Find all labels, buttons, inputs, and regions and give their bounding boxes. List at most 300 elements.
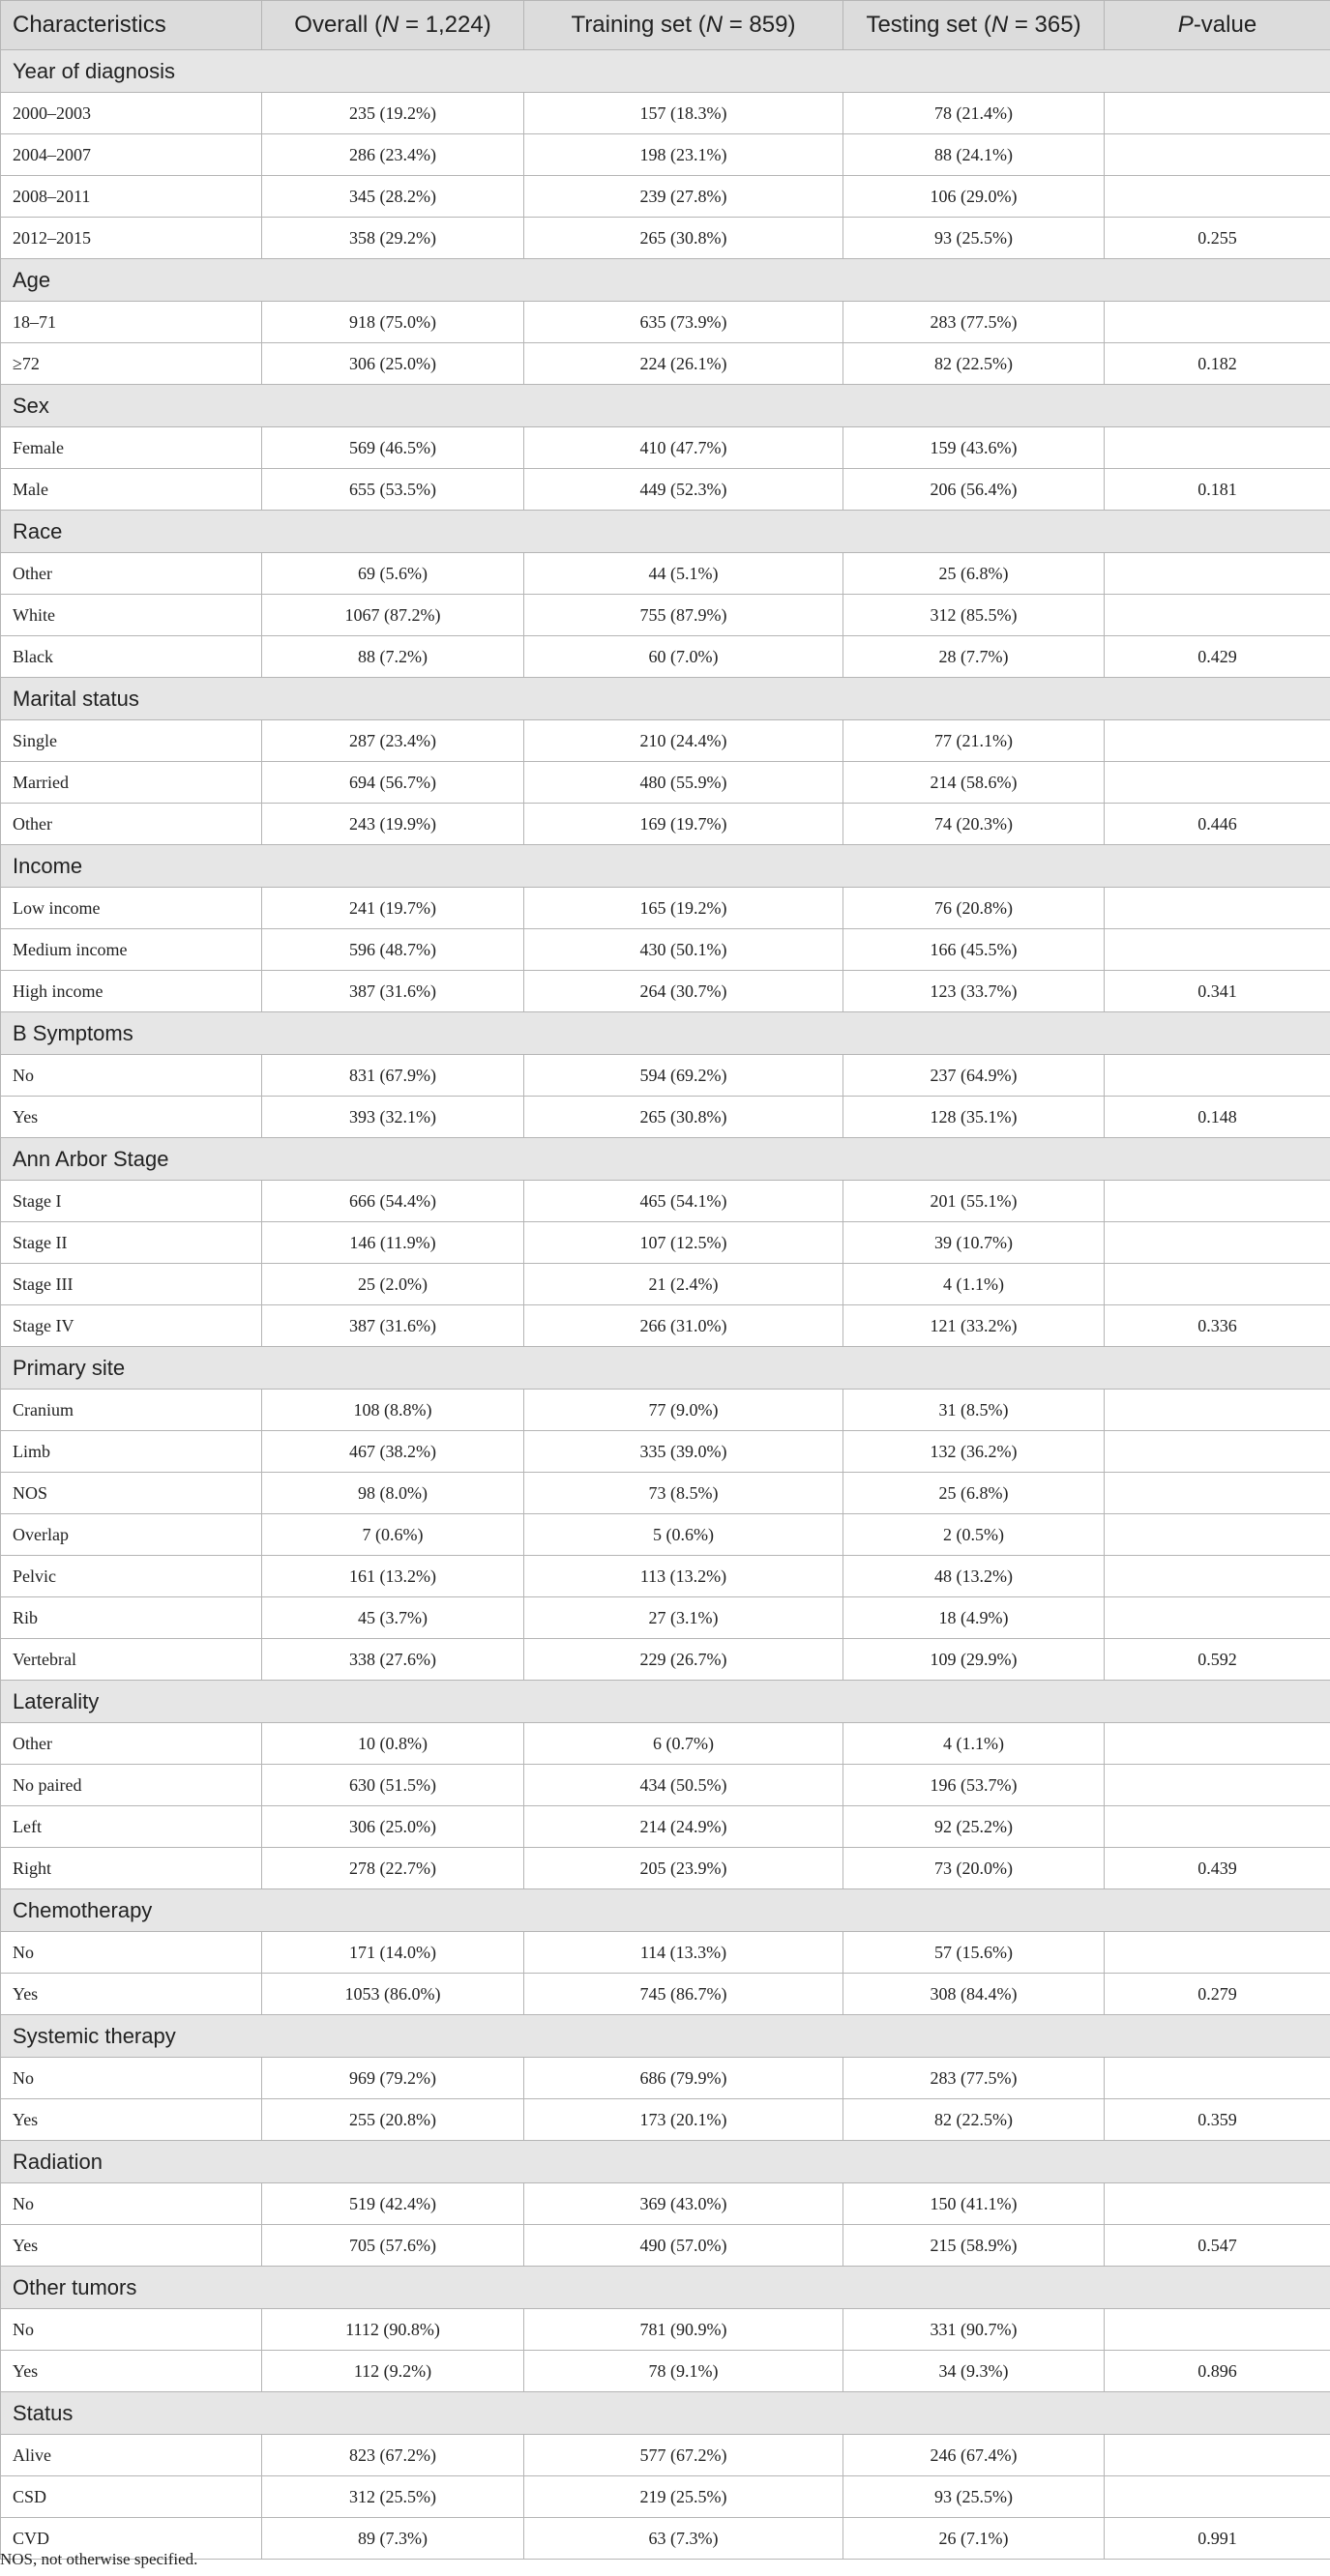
overall-cell: 823 (67.2%) (262, 2435, 524, 2476)
testing-cell: 76 (20.8%) (843, 888, 1105, 929)
training-cell: 369 (43.0%) (524, 2183, 843, 2225)
table-row (1, 427, 1330, 469)
p-value-cell (1105, 1597, 1330, 1639)
row-label: Other (1, 1723, 262, 1765)
overall-cell: 338 (27.6%) (262, 1639, 524, 1681)
row-label: Medium income (1, 929, 262, 971)
table-row (1, 1514, 1330, 1556)
training-cell: 265 (30.8%) (524, 1097, 843, 1138)
overall-cell: 666 (54.4%) (262, 1181, 524, 1222)
table-row (1, 553, 1330, 595)
testing-cell: 39 (10.7%) (843, 1222, 1105, 1264)
testing-cell: 82 (22.5%) (843, 343, 1105, 385)
overall-cell: 345 (28.2%) (262, 176, 524, 218)
p-value-cell: 0.896 (1105, 2351, 1330, 2392)
testing-cell: 246 (67.4%) (843, 2435, 1105, 2476)
header-p-value: P-value (1105, 1, 1330, 50)
testing-cell: 283 (77.5%) (843, 2058, 1105, 2099)
testing-cell: 92 (25.2%) (843, 1806, 1105, 1848)
training-cell: 430 (50.1%) (524, 929, 843, 971)
header-training-set: Training set (N = 859) (524, 1, 843, 50)
table-row (1, 1305, 1330, 1347)
training-cell: 745 (86.7%) (524, 1974, 843, 2015)
table-row (1, 2058, 1330, 2099)
row-label: No (1, 1932, 262, 1974)
testing-cell: 88 (24.1%) (843, 134, 1105, 176)
training-cell: 335 (39.0%) (524, 1431, 843, 1473)
training-cell: 224 (26.1%) (524, 343, 843, 385)
table-footnote: NOS, not otherwise specified. (0, 2550, 198, 2568)
section-title: Race (1, 511, 1330, 553)
overall-cell: 98 (8.0%) (262, 1473, 524, 1514)
p-value-cell: 0.255 (1105, 218, 1330, 259)
overall-cell: 358 (29.2%) (262, 218, 524, 259)
p-value-cell (1105, 553, 1330, 595)
testing-cell: 31 (8.5%) (843, 1390, 1105, 1431)
overall-cell: 112 (9.2%) (262, 2351, 524, 2392)
testing-cell: 331 (90.7%) (843, 2309, 1105, 2351)
table-row (1, 2099, 1330, 2141)
testing-cell: 25 (6.8%) (843, 553, 1105, 595)
table-row (1, 1723, 1330, 1765)
overall-cell: 7 (0.6%) (262, 1514, 524, 1556)
testing-cell: 73 (20.0%) (843, 1848, 1105, 1889)
training-cell: 686 (79.9%) (524, 2058, 843, 2099)
overall-cell: 831 (67.9%) (262, 1055, 524, 1097)
p-value-cell: 0.148 (1105, 1097, 1330, 1138)
table-row (1, 1556, 1330, 1597)
overall-cell: 255 (20.8%) (262, 2099, 524, 2141)
section-title: Status (1, 2392, 1330, 2435)
section-header-row (1, 1681, 1330, 1723)
row-label: Left (1, 1806, 262, 1848)
row-label: 2012–2015 (1, 218, 262, 259)
overall-cell: 161 (13.2%) (262, 1556, 524, 1597)
row-label: Other (1, 553, 262, 595)
p-value-cell (1105, 888, 1330, 929)
header-overall: Overall (N = 1,224) (262, 1, 524, 50)
testing-cell: 214 (58.6%) (843, 762, 1105, 804)
p-value-cell (1105, 1765, 1330, 1806)
testing-cell: 312 (85.5%) (843, 595, 1105, 636)
section-title: Year of diagnosis (1, 50, 1330, 93)
p-value-cell (1105, 929, 1330, 971)
overall-cell: 88 (7.2%) (262, 636, 524, 678)
header-testing-set: Testing set (N = 365) (843, 1, 1105, 50)
section-header-row (1, 2267, 1330, 2309)
table-row (1, 93, 1330, 134)
section-title: Age (1, 259, 1330, 302)
p-value-cell (1105, 134, 1330, 176)
overall-cell: 25 (2.0%) (262, 1264, 524, 1305)
p-value-cell: 0.439 (1105, 1848, 1330, 1889)
table-row (1, 2435, 1330, 2476)
overall-cell: 918 (75.0%) (262, 302, 524, 343)
testing-cell: 74 (20.3%) (843, 804, 1105, 845)
overall-cell: 387 (31.6%) (262, 1305, 524, 1347)
table-row (1, 1639, 1330, 1681)
training-cell: 21 (2.4%) (524, 1264, 843, 1305)
row-label: Rib (1, 1597, 262, 1639)
p-value-cell (1105, 1181, 1330, 1222)
section-title: Primary site (1, 1347, 1330, 1390)
section-title: Other tumors (1, 2267, 1330, 2309)
table-row (1, 636, 1330, 678)
training-cell: 210 (24.4%) (524, 720, 843, 762)
overall-cell: 393 (32.1%) (262, 1097, 524, 1138)
table-row (1, 176, 1330, 218)
table-row (1, 1390, 1330, 1431)
row-label: 18–71 (1, 302, 262, 343)
testing-cell: 82 (22.5%) (843, 2099, 1105, 2141)
overall-cell: 705 (57.6%) (262, 2225, 524, 2267)
testing-cell: 121 (33.2%) (843, 1305, 1105, 1347)
row-label: Alive (1, 2435, 262, 2476)
p-value-cell (1105, 427, 1330, 469)
p-value-cell: 0.446 (1105, 804, 1330, 845)
overall-cell: 286 (23.4%) (262, 134, 524, 176)
testing-cell: 206 (56.4%) (843, 469, 1105, 511)
overall-cell: 596 (48.7%) (262, 929, 524, 971)
testing-cell: 283 (77.5%) (843, 302, 1105, 343)
overall-cell: 171 (14.0%) (262, 1932, 524, 1974)
table-row (1, 595, 1330, 636)
section-title: Systemic therapy (1, 2015, 1330, 2058)
overall-cell: 69 (5.6%) (262, 553, 524, 595)
section-title: Chemotherapy (1, 1889, 1330, 1932)
overall-cell: 45 (3.7%) (262, 1597, 524, 1639)
overall-cell: 1112 (90.8%) (262, 2309, 524, 2351)
training-cell: 594 (69.2%) (524, 1055, 843, 1097)
p-value-cell: 0.182 (1105, 343, 1330, 385)
p-value-cell (1105, 1723, 1330, 1765)
row-label: Limb (1, 1431, 262, 1473)
section-header-row (1, 678, 1330, 720)
training-cell: 266 (31.0%) (524, 1305, 843, 1347)
section-title: Marital status (1, 678, 1330, 720)
overall-cell: 10 (0.8%) (262, 1723, 524, 1765)
training-cell: 5 (0.6%) (524, 1514, 843, 1556)
p-value-cell (1105, 2476, 1330, 2518)
p-value-cell: 0.592 (1105, 1639, 1330, 1681)
training-cell: 114 (13.3%) (524, 1932, 843, 1974)
p-value-cell (1105, 302, 1330, 343)
p-value-cell (1105, 595, 1330, 636)
row-label: Yes (1, 1974, 262, 2015)
p-value-cell: 0.359 (1105, 2099, 1330, 2141)
overall-cell: 1053 (86.0%) (262, 1974, 524, 2015)
testing-cell: 2 (0.5%) (843, 1514, 1105, 1556)
row-label: ≥72 (1, 343, 262, 385)
testing-cell: 237 (64.9%) (843, 1055, 1105, 1097)
training-cell: 465 (54.1%) (524, 1181, 843, 1222)
table-row (1, 2518, 1330, 2560)
p-value-cell (1105, 1222, 1330, 1264)
row-label: Pelvic (1, 1556, 262, 1597)
row-label: Male (1, 469, 262, 511)
row-label: Stage II (1, 1222, 262, 1264)
training-cell: 229 (26.7%) (524, 1639, 843, 1681)
section-header-row (1, 2015, 1330, 2058)
training-cell: 781 (90.9%) (524, 2309, 843, 2351)
row-label: No (1, 2058, 262, 2099)
training-cell: 264 (30.7%) (524, 971, 843, 1012)
row-label: Stage I (1, 1181, 262, 1222)
training-cell: 107 (12.5%) (524, 1222, 843, 1264)
table-row (1, 302, 1330, 343)
row-label: Cranium (1, 1390, 262, 1431)
overall-cell: 146 (11.9%) (262, 1222, 524, 1264)
testing-cell: 28 (7.7%) (843, 636, 1105, 678)
table-row (1, 2351, 1330, 2392)
table-row (1, 1473, 1330, 1514)
table-row (1, 1431, 1330, 1473)
p-value-cell (1105, 1932, 1330, 1974)
section-header-row (1, 1889, 1330, 1932)
table-row (1, 971, 1330, 1012)
section-header-row (1, 845, 1330, 888)
testing-cell: 4 (1.1%) (843, 1723, 1105, 1765)
training-cell: 157 (18.3%) (524, 93, 843, 134)
section-header-row (1, 1012, 1330, 1055)
training-cell: 219 (25.5%) (524, 2476, 843, 2518)
table-row (1, 1974, 1330, 2015)
training-cell: 410 (47.7%) (524, 427, 843, 469)
testing-cell: 308 (84.4%) (843, 1974, 1105, 2015)
table-row (1, 888, 1330, 929)
training-cell: 27 (3.1%) (524, 1597, 843, 1639)
p-value-cell (1105, 762, 1330, 804)
section-header-row (1, 1138, 1330, 1181)
row-label: No (1, 2309, 262, 2351)
testing-cell: 196 (53.7%) (843, 1765, 1105, 1806)
training-cell: 77 (9.0%) (524, 1390, 843, 1431)
training-cell: 198 (23.1%) (524, 134, 843, 176)
table-row (1, 1222, 1330, 1264)
overall-cell: 1067 (87.2%) (262, 595, 524, 636)
p-value-cell (1105, 176, 1330, 218)
p-value-cell (1105, 720, 1330, 762)
training-cell: 173 (20.1%) (524, 2099, 843, 2141)
p-value-cell (1105, 93, 1330, 134)
training-cell: 169 (19.7%) (524, 804, 843, 845)
row-label: Single (1, 720, 262, 762)
row-label: Vertebral (1, 1639, 262, 1681)
training-cell: 63 (7.3%) (524, 2518, 843, 2560)
row-label: Female (1, 427, 262, 469)
overall-cell: 243 (19.9%) (262, 804, 524, 845)
overall-cell: 312 (25.5%) (262, 2476, 524, 2518)
testing-cell: 132 (36.2%) (843, 1431, 1105, 1473)
table-row (1, 1765, 1330, 1806)
table-row (1, 134, 1330, 176)
training-cell: 239 (27.8%) (524, 176, 843, 218)
testing-cell: 26 (7.1%) (843, 2518, 1105, 2560)
table-row (1, 2225, 1330, 2267)
p-value-cell: 0.429 (1105, 636, 1330, 678)
row-label: Yes (1, 2099, 262, 2141)
overall-cell: 235 (19.2%) (262, 93, 524, 134)
training-cell: 577 (67.2%) (524, 2435, 843, 2476)
row-label: CSD (1, 2476, 262, 2518)
table-row (1, 1181, 1330, 1222)
p-value-cell (1105, 1055, 1330, 1097)
row-label: Low income (1, 888, 262, 929)
training-cell: 434 (50.5%) (524, 1765, 843, 1806)
training-cell: 78 (9.1%) (524, 2351, 843, 2392)
training-cell: 6 (0.7%) (524, 1723, 843, 1765)
p-value-cell (1105, 1390, 1330, 1431)
p-value-cell (1105, 1806, 1330, 1848)
overall-cell: 278 (22.7%) (262, 1848, 524, 1889)
section-header-row (1, 2392, 1330, 2435)
row-label: No paired (1, 1765, 262, 1806)
section-title: Radiation (1, 2141, 1330, 2183)
table-row (1, 720, 1330, 762)
p-value-cell (1105, 1556, 1330, 1597)
p-value-cell (1105, 1473, 1330, 1514)
p-value-cell (1105, 1264, 1330, 1305)
table-row (1, 1806, 1330, 1848)
overall-cell: 694 (56.7%) (262, 762, 524, 804)
table-row (1, 929, 1330, 971)
overall-cell: 108 (8.8%) (262, 1390, 524, 1431)
testing-cell: 93 (25.5%) (843, 2476, 1105, 2518)
p-value-cell: 0.279 (1105, 1974, 1330, 2015)
training-cell: 60 (7.0%) (524, 636, 843, 678)
testing-cell: 77 (21.1%) (843, 720, 1105, 762)
testing-cell: 4 (1.1%) (843, 1264, 1105, 1305)
row-label: Other (1, 804, 262, 845)
p-value-cell: 0.336 (1105, 1305, 1330, 1347)
testing-cell: 201 (55.1%) (843, 1181, 1105, 1222)
testing-cell: 123 (33.7%) (843, 971, 1105, 1012)
row-label: High income (1, 971, 262, 1012)
table-row (1, 2476, 1330, 2518)
training-cell: 205 (23.9%) (524, 1848, 843, 1889)
p-value-cell (1105, 2309, 1330, 2351)
table-row (1, 804, 1330, 845)
training-cell: 165 (19.2%) (524, 888, 843, 929)
row-label: Yes (1, 2225, 262, 2267)
overall-cell: 630 (51.5%) (262, 1765, 524, 1806)
testing-cell: 78 (21.4%) (843, 93, 1105, 134)
training-cell: 449 (52.3%) (524, 469, 843, 511)
section-title: Sex (1, 385, 1330, 427)
training-cell: 265 (30.8%) (524, 218, 843, 259)
section-header-row (1, 385, 1330, 427)
training-cell: 635 (73.9%) (524, 302, 843, 343)
row-label: White (1, 595, 262, 636)
training-cell: 113 (13.2%) (524, 1556, 843, 1597)
training-cell: 214 (24.9%) (524, 1806, 843, 1848)
table-body (1, 50, 1330, 2560)
overall-cell: 569 (46.5%) (262, 427, 524, 469)
training-cell: 480 (55.9%) (524, 762, 843, 804)
testing-cell: 159 (43.6%) (843, 427, 1105, 469)
p-value-cell (1105, 2058, 1330, 2099)
testing-cell: 215 (58.9%) (843, 2225, 1105, 2267)
table-row (1, 762, 1330, 804)
row-label: Stage IV (1, 1305, 262, 1347)
section-header-row (1, 50, 1330, 93)
row-label: Right (1, 1848, 262, 1889)
testing-cell: 109 (29.9%) (843, 1639, 1105, 1681)
table-row (1, 1097, 1330, 1138)
testing-cell: 57 (15.6%) (843, 1932, 1105, 1974)
row-label: 2000–2003 (1, 93, 262, 134)
row-label: Stage III (1, 1264, 262, 1305)
table-row (1, 2183, 1330, 2225)
section-title: Laterality (1, 1681, 1330, 1723)
section-header-row (1, 1347, 1330, 1390)
p-value-cell (1105, 1431, 1330, 1473)
section-title: Income (1, 845, 1330, 888)
testing-cell: 18 (4.9%) (843, 1597, 1105, 1639)
testing-cell: 93 (25.5%) (843, 218, 1105, 259)
table-row (1, 2309, 1330, 2351)
overall-cell: 306 (25.0%) (262, 1806, 524, 1848)
testing-cell: 48 (13.2%) (843, 1556, 1105, 1597)
table-row (1, 469, 1330, 511)
testing-cell: 106 (29.0%) (843, 176, 1105, 218)
p-value-cell: 0.341 (1105, 971, 1330, 1012)
p-value-cell: 0.991 (1105, 2518, 1330, 2560)
p-value-cell: 0.547 (1105, 2225, 1330, 2267)
row-label: 2008–2011 (1, 176, 262, 218)
row-label: No (1, 1055, 262, 1097)
row-label: Black (1, 636, 262, 678)
testing-cell: 34 (9.3%) (843, 2351, 1105, 2392)
overall-cell: 89 (7.3%) (262, 2518, 524, 2560)
testing-cell: 128 (35.1%) (843, 1097, 1105, 1138)
p-value-cell (1105, 2183, 1330, 2225)
row-label: 2004–2007 (1, 134, 262, 176)
section-header-row (1, 259, 1330, 302)
overall-cell: 519 (42.4%) (262, 2183, 524, 2225)
row-label: Yes (1, 1097, 262, 1138)
table-row (1, 1848, 1330, 1889)
table-row (1, 218, 1330, 259)
table-row (1, 1597, 1330, 1639)
row-label: No (1, 2183, 262, 2225)
overall-cell: 387 (31.6%) (262, 971, 524, 1012)
training-cell: 44 (5.1%) (524, 553, 843, 595)
table-row (1, 1932, 1330, 1974)
section-header-row (1, 511, 1330, 553)
p-value-cell (1105, 1514, 1330, 1556)
testing-cell: 150 (41.1%) (843, 2183, 1105, 2225)
overall-cell: 655 (53.5%) (262, 469, 524, 511)
overall-cell: 969 (79.2%) (262, 2058, 524, 2099)
section-title: B Symptoms (1, 1012, 1330, 1055)
testing-cell: 166 (45.5%) (843, 929, 1105, 971)
row-label: Married (1, 762, 262, 804)
table-row (1, 343, 1330, 385)
p-value-cell (1105, 2435, 1330, 2476)
training-cell: 755 (87.9%) (524, 595, 843, 636)
section-header-row (1, 2141, 1330, 2183)
table-row (1, 1055, 1330, 1097)
testing-cell: 25 (6.8%) (843, 1473, 1105, 1514)
header-characteristics: Characteristics (1, 1, 262, 50)
overall-cell: 241 (19.7%) (262, 888, 524, 929)
overall-cell: 306 (25.0%) (262, 343, 524, 385)
row-label: Overlap (1, 1514, 262, 1556)
row-label: Yes (1, 2351, 262, 2392)
training-cell: 490 (57.0%) (524, 2225, 843, 2267)
training-cell: 73 (8.5%) (524, 1473, 843, 1514)
